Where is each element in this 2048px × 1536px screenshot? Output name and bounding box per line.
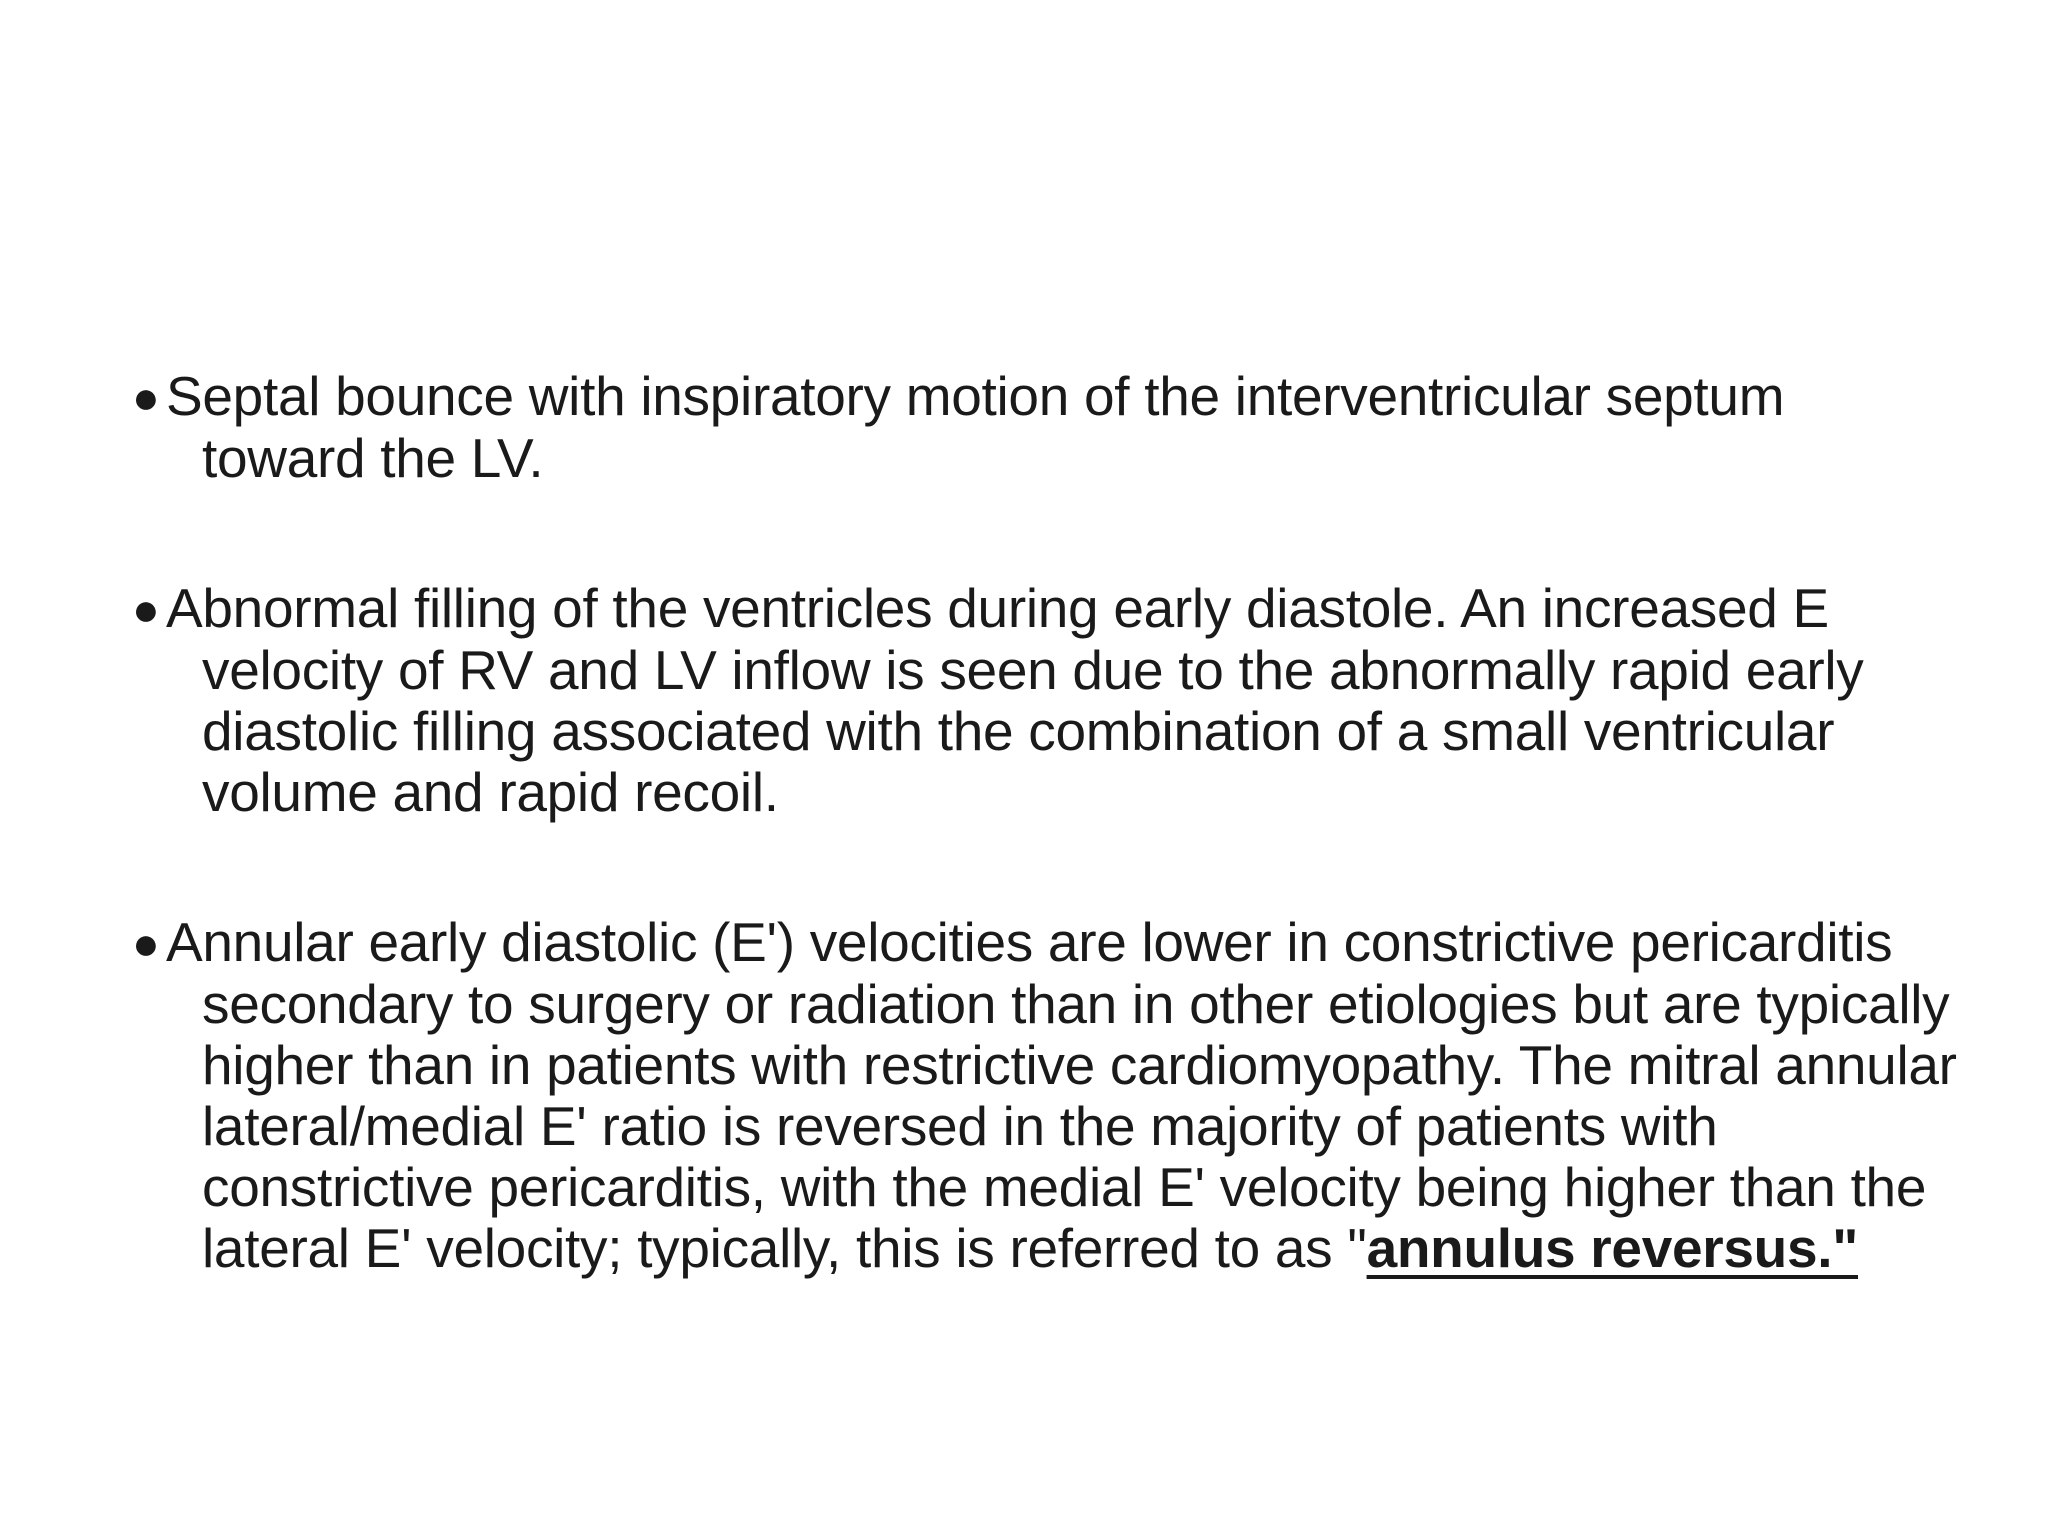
bullet-text: Septal bounce with inspiratory motion of the interventricular septum toward the LV. bbox=[166, 365, 1785, 489]
bullet-annular-velocities bbox=[132, 912, 1962, 1279]
bullet-dot-icon: ● bbox=[132, 371, 160, 423]
bullet-abnormal-filling bbox=[132, 578, 1962, 823]
bullet-septal-bounce bbox=[132, 366, 1962, 489]
bullet-list bbox=[132, 366, 1962, 1279]
bullet-dot-icon: ● bbox=[132, 917, 160, 969]
bullet-text: Abnormal filling of the ventricles during early diastole. An increased E velocity of RV and LV inflow is seen due to the abnormally rapid early diastolic filling associated with the combination of a small ventricular volume and rapid recoil. bbox=[166, 577, 1864, 823]
annulus-reversus-term: annulus reversus." bbox=[1366, 1217, 1859, 1279]
bullet-dot-icon: ● bbox=[132, 583, 160, 635]
bullet-text: Annular early diastolic (E') velocities are lower in constrictive pericarditis secondary to surgery or radiation than in other etiologies but are typically higher than in patients with restrictive cardiomyopathy. The mitral annular lateral/medial E' ratio is reversed in the majority of patients with constrictive pericarditis, with the medial E' velocity being higher than the lateral E' velocity; typically, this is referred to as " bbox=[166, 911, 1957, 1279]
